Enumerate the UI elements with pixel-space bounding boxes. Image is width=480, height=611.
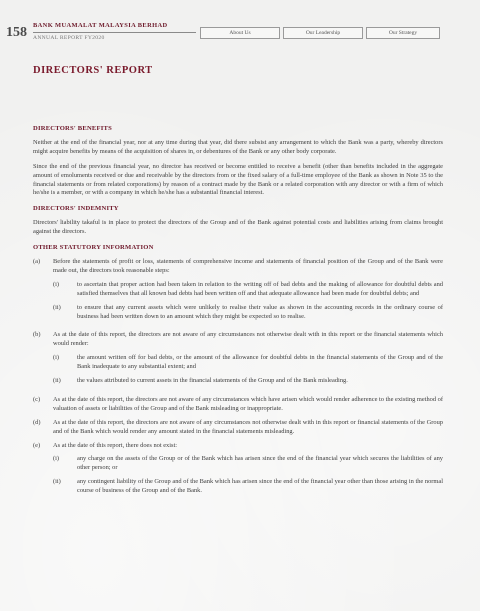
report-content bbox=[33, 125, 443, 508]
section-heading: OTHER STATUTORY INFORMATION bbox=[33, 244, 154, 252]
list-item-body bbox=[53, 331, 443, 391]
sub-list-item-label: (ii) bbox=[53, 303, 61, 311]
paragraph: Directors' liability takaful is in place to protect the directors of the Group and of the Bank against potential costs and liabilities arising from claims brought against the directors. bbox=[33, 219, 443, 236]
sub-list-item-text: to ascertain that proper action had been taken in relation to the writing off of bad debts and the making of allowance for doubtful debts and satisfied themselves that all known bad debts had been written off and that adequate allowance had been made for doubtful debts; and bbox=[77, 280, 443, 297]
sub-list-item-text: to ensure that any current assets which were unlikely to realise their value as shown in the accounting records in the ordinary course of business had been written down to an amount which they might be expected so to realise. bbox=[77, 303, 443, 320]
list-item-body bbox=[53, 419, 443, 437]
sub-list-item-text: the amount written off for bad debts, or the amount of the allowance for doubtful debts in the financial statements of the Group and of the Bank inadequate to any substantial extent; and bbox=[77, 354, 443, 371]
other-statutory-section bbox=[33, 244, 443, 501]
nav-about-us-button[interactable]: About Us bbox=[200, 27, 280, 39]
sub-list-item-label: (i) bbox=[53, 354, 60, 362]
list-item bbox=[33, 419, 443, 437]
sub-list-item bbox=[53, 304, 443, 322]
nav-our-leadership-button[interactable]: Our Leadership bbox=[283, 27, 363, 39]
list-item-text: As at the date of this report, the directors are not aware of any circumstances which have arisen which would render adherence to the existing method of valuation of assets or liabilities of the Group and of the Bank misleading or inappropriate. bbox=[53, 395, 443, 412]
list-item bbox=[33, 442, 443, 502]
sub-list-item-text: any charge on the assets of the Group or of the Bank which has arisen since the end of the financial year which secures the liabilities of any other person; or bbox=[77, 455, 443, 472]
list-item-text: As at the date of this report, the directors are not aware of any circumstances not otherwise dealt with in this report or financial statements of the Group and of the Bank which would render any amount stated in the financial statements misleading. bbox=[53, 418, 443, 435]
list-item-body bbox=[53, 258, 443, 326]
sub-list-item bbox=[53, 354, 443, 372]
list-item-body bbox=[53, 442, 443, 502]
list-item-label: (b) bbox=[33, 331, 41, 339]
list-item-text: As at the date of this report, there does not exist: bbox=[53, 441, 178, 449]
sub-list-item bbox=[53, 455, 443, 473]
paragraph: Neither at the end of the financial year, nor at any time during that year, did there subsist any arrangement to which the Bank was a party, whereby directors might acquire benefits by means of the acquisition of shares in, or debentures of the Bank or any other body corporate. bbox=[33, 138, 443, 155]
list-item bbox=[33, 331, 443, 391]
sub-list-item bbox=[53, 281, 443, 299]
header-divider bbox=[33, 32, 196, 33]
sub-list-item-label: (ii) bbox=[53, 377, 61, 385]
statutory-items bbox=[33, 258, 443, 501]
page-title: DIRECTORS' REPORT bbox=[33, 65, 153, 76]
section-heading: DIRECTORS' INDEMNITY bbox=[33, 205, 119, 213]
indemnity-section bbox=[33, 205, 443, 237]
page-number: 158 bbox=[6, 25, 27, 40]
list-item-body bbox=[53, 396, 443, 414]
page-header bbox=[0, 0, 480, 60]
sub-list-item-text: the values attributed to current assets in the financial statements of the Group and of the Bank misleading. bbox=[77, 377, 348, 385]
bank-name: BANK MUAMALAT MALAYSIA BERHAD bbox=[33, 22, 168, 29]
top-nav bbox=[200, 27, 440, 40]
paragraph: Since the end of the previous financial year, no director has received or become entitled to receive a benefit (other than benefits included in the aggregate amount of emoluments received or due and receivable by the directors from or the fixed salary of a full-time employee of the Bank as shown in Note 35 to the financial statements or from related corporations) by reason of a contract made by the Bank or a related corporation with any director or with a firm of which he/she is a member, or with a company in which he/she has a substantial financial interest. bbox=[33, 162, 443, 197]
list-item-label: (d) bbox=[33, 418, 41, 426]
sub-list-item-label: (ii) bbox=[53, 478, 61, 486]
sub-list-item bbox=[53, 478, 443, 496]
benefits-section bbox=[33, 125, 443, 198]
report-label: ANNUAL REPORT FY2020 bbox=[33, 35, 105, 41]
sub-list-item-label: (i) bbox=[53, 280, 60, 288]
sub-list-item-text: any contingent liability of the Group and of the Bank which has arisen since the end of the financial year other than those arising in the normal course of business of the Group and of the Bank. bbox=[77, 478, 443, 495]
list-item-label: (c) bbox=[33, 395, 41, 403]
list-item-text: As at the date of this report, the directors are not aware of any circumstances not otherwise dealt with in this report or the financial statements which would render: bbox=[53, 331, 443, 348]
list-item-label: (a) bbox=[33, 257, 41, 265]
list-item bbox=[33, 396, 443, 414]
sub-list-item bbox=[53, 377, 443, 386]
nav-our-strategy-button[interactable]: Our Strategy bbox=[366, 27, 440, 39]
section-heading: DIRECTORS' BENEFITS bbox=[33, 125, 112, 132]
list-item-text: Before the statements of profit or loss, statements of comprehensive income and statements of financial position of the Group and of the Bank were made out, the directors took reasonable steps: bbox=[53, 257, 443, 274]
list-item-label: (e) bbox=[33, 441, 41, 449]
list-item bbox=[33, 258, 443, 326]
sub-list-item-label: (i) bbox=[53, 455, 60, 463]
